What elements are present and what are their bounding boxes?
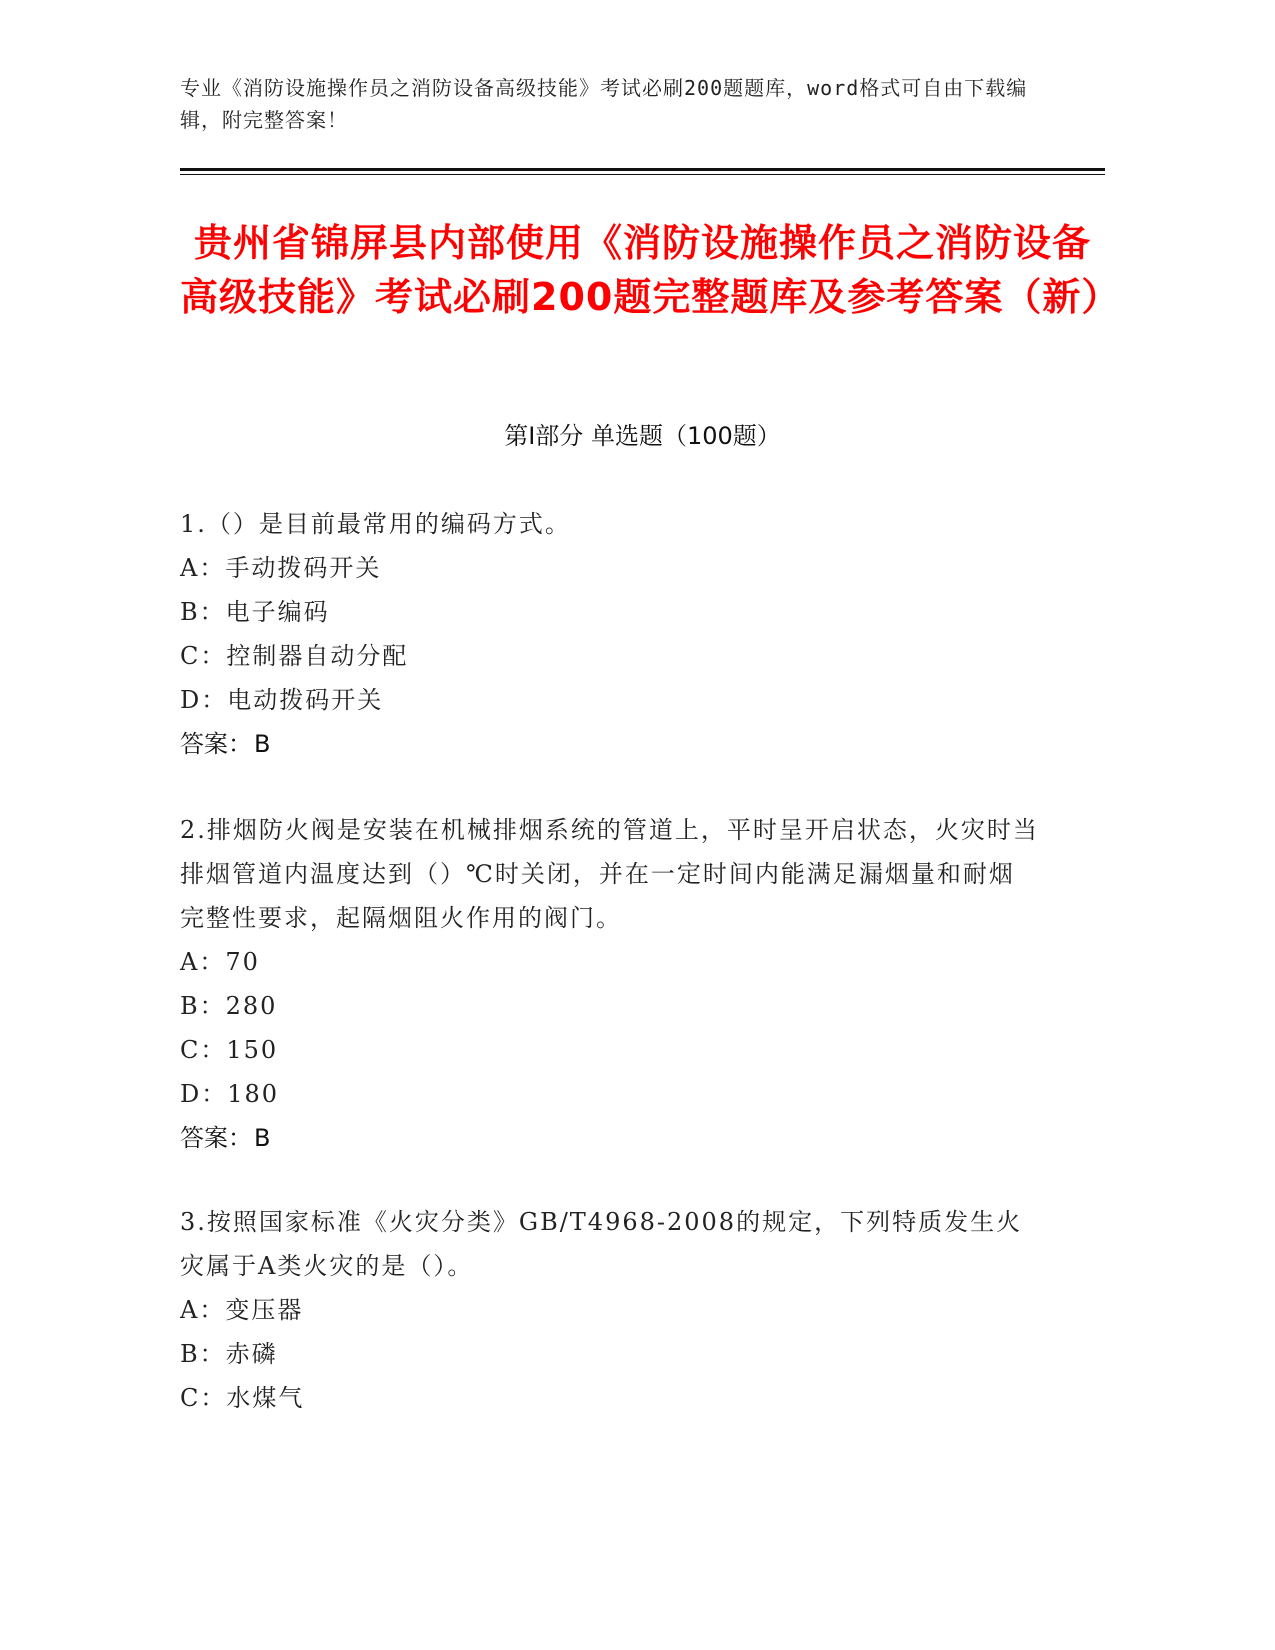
header-rule-thin xyxy=(180,174,1105,175)
question-text: 1.（）是目前最常用的编码方式。 xyxy=(180,510,571,538)
option-d: D：180 xyxy=(180,1080,280,1108)
question-text: 2.排烟防火阀是安装在机械排烟系统的管道上，平时呈开启状态，火灾时当排烟管道内温度达到（）℃时关闭，并在一定时间内能满足漏烟量和耐烟完整性要求，起隔烟阻火作用的阀门。 xyxy=(180,816,1039,932)
option-c: C：水煤气 xyxy=(180,1384,305,1412)
option-b: B：电子编码 xyxy=(180,598,330,626)
option-a: A：70 xyxy=(180,948,260,976)
section-title: 第Ⅰ部分 单选题（100题） xyxy=(504,422,781,450)
answer-label: 答案： xyxy=(180,730,252,758)
question-text: 3.按照国家标准《火灾分类》GB/T4968-2008的规定，下列特质发生火灾属于A类火灾的是（）。 xyxy=(180,1208,1023,1280)
answer-label: 答案： xyxy=(180,1124,252,1152)
option-c: C：150 xyxy=(180,1036,279,1064)
option-a: A：手动拨码开关 xyxy=(180,554,382,582)
option-c: C：控制器自动分配 xyxy=(180,642,409,670)
answer-value: B xyxy=(254,730,271,758)
answer-line xyxy=(180,1116,1040,1160)
question-2 xyxy=(180,808,1040,1160)
question-3 xyxy=(180,1200,1040,1420)
answer-line xyxy=(180,722,1040,766)
document-title: 贵州省锦屏县内部使用《消防设施操作员之消防设备高级技能》考试必刷200题完整题库及参考答案（新） xyxy=(180,221,1121,319)
option-b: B：280 xyxy=(180,992,278,1020)
option-b: B：赤磷 xyxy=(180,1340,278,1368)
question-1 xyxy=(180,502,1040,766)
header-note: 专业《消防设施操作员之消防设备高级技能》考试必刷200题题库，word格式可自由下载编辑，附完整答案！ xyxy=(180,76,1028,132)
option-d: D：电动拨码开关 xyxy=(180,686,384,714)
answer-value: B xyxy=(254,1124,271,1152)
option-a: A：变压器 xyxy=(180,1296,304,1324)
header-rule-thick xyxy=(180,168,1105,171)
